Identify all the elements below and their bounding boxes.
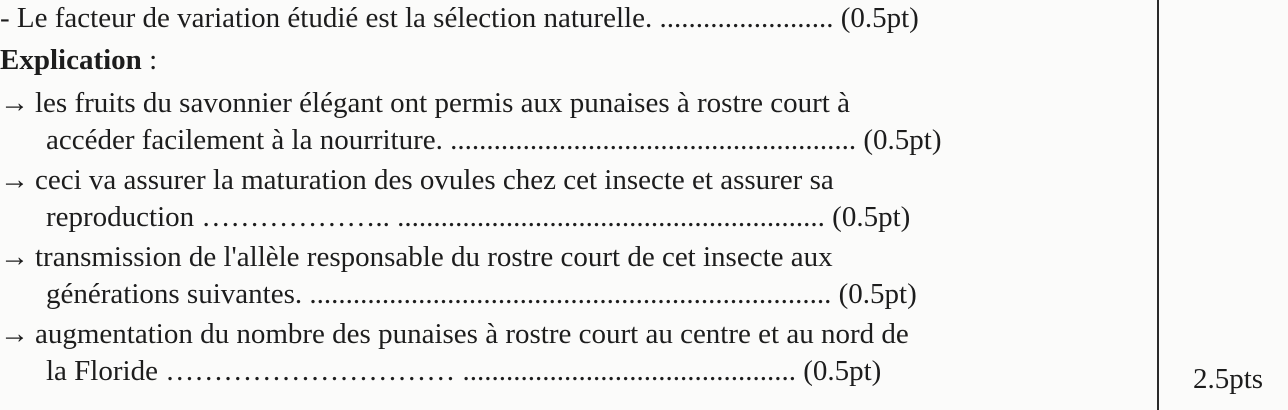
explanation-item-4-line-2: [46, 357, 881, 386]
explanation-item-3-line-1: [0, 243, 833, 272]
intro-line: [0, 4, 919, 33]
explanation-item-3-text-1: transmission de l'allèle responsable du rostre court de cet insecte aux: [35, 241, 833, 273]
total-score: 2.5pts: [1193, 363, 1264, 395]
margin-divider: [1157, 0, 1159, 410]
explanation-item-4-line-1: [0, 320, 909, 349]
explanation-item-1-line-2: [46, 126, 942, 155]
explication-heading: [0, 46, 157, 75]
explication-heading-colon: :: [141, 44, 158, 76]
arrow-icon: →: [0, 318, 29, 350]
explication-heading-label: Explication: [0, 44, 142, 76]
explanation-item-1-text-2: accéder facilement à la nourriture. ........................................................ (0.5pt): [46, 124, 942, 156]
intro-line-text: - Le facteur de variation étudié est la sélection naturelle. ........................ (0.5pt): [0, 2, 919, 34]
explanation-item-2-text-2: reproduction ……………….. ........................................................... (0.5pt): [46, 201, 911, 233]
arrow-icon: →: [0, 87, 29, 119]
explanation-item-3-line-2: [46, 280, 917, 309]
arrow-icon: →: [0, 164, 29, 196]
explanation-item-1-text-1: les fruits du savonnier élégant ont permis aux punaises à rostre court à: [35, 87, 850, 119]
arrow-icon: →: [0, 241, 29, 273]
explanation-item-1-line-1: [0, 89, 850, 118]
explanation-item-2-text-1: ceci va assurer la maturation des ovules chez cet insecte et assurer sa: [35, 164, 834, 196]
explanation-item-4-text-1: augmentation du nombre des punaises à rostre court au centre et au nord de: [35, 318, 909, 350]
explanation-item-2-line-1: [0, 166, 834, 195]
explanation-item-2-line-2: [46, 203, 910, 232]
explanation-item-3-text-2: générations suivantes. ........................................................................ (0.5pt): [46, 278, 917, 310]
explanation-item-4-text-2: la Floride ………………………… .............................................. (0.5pt): [46, 355, 882, 387]
